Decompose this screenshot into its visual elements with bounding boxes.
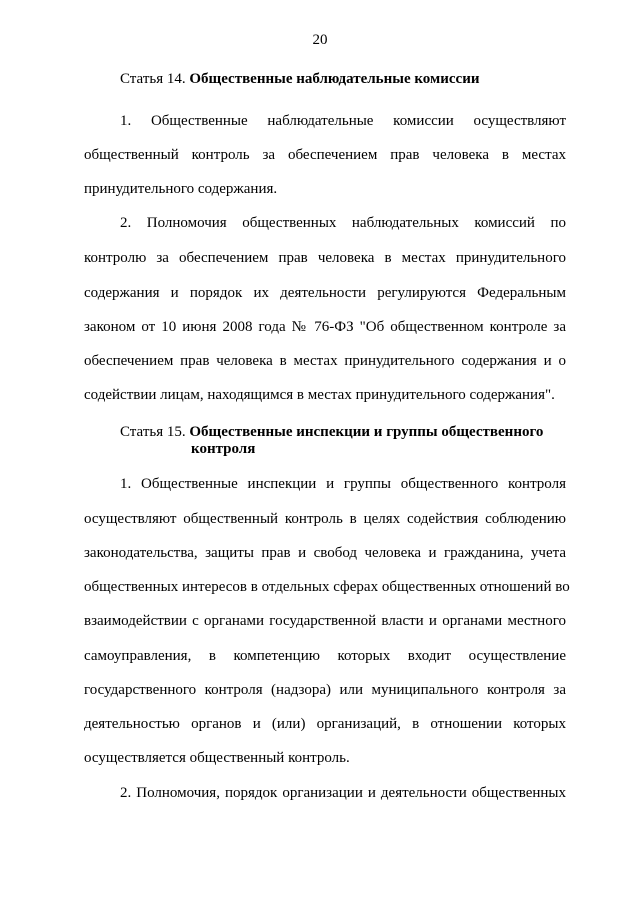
article-14-prefix: Статья 14.: [120, 71, 186, 87]
article-14-line-9: содействии лицам, находящимся в местах принудительного содержания".: [84, 387, 555, 403]
page-number: 20: [312, 32, 328, 48]
article-15-line-5: взаимодействии с органами государственной власти и органами местного: [84, 613, 566, 629]
article-14-line-6: содержания и порядок их деятельности регулируются Федеральным: [84, 285, 566, 301]
article-15-prefix: Статья 15.: [120, 424, 186, 440]
article-15-line-7: государственного контроля (надзора) или муниципального контроля за: [84, 682, 566, 698]
article-15-line-3: законодательства, защиты прав и свобод человека и гражданина, учета: [84, 545, 566, 561]
article-15-line-2: осуществляют общественный контроль в целях содействия соблюдению: [84, 511, 566, 527]
article-14-line-7: законом от 10 июня 2008 года № 76-ФЗ "Об общественном контроле за: [84, 319, 566, 335]
article-15-title-line-1: Общественные инспекции и группы общественного: [189, 424, 544, 440]
article-14-heading: [120, 70, 479, 88]
article-14-line-3: принудительного содержания.: [84, 181, 278, 197]
article-15-line-9: осуществляется общественный контроль.: [84, 750, 350, 766]
article-14-line-2: общественный контроль за обеспечением прав человека в местах: [84, 147, 566, 163]
article-14-line-4: 2. Полномочия общественных наблюдательных комиссий по: [120, 215, 566, 231]
article-15-line-1: 1. Общественные инспекции и группы общественного контроля: [120, 476, 566, 492]
article-15-line-4: общественных интересов в отдельных сферах общественных отношений во: [84, 579, 570, 595]
article-15-heading: [120, 423, 543, 441]
article-15-title-line-2: контроля: [191, 441, 256, 457]
article-14-title: Общественные наблюдательные комиссии: [189, 71, 480, 87]
article-14-line-1: 1. Общественные наблюдательные комиссии осуществляют: [120, 113, 566, 129]
article-14-line-8: обеспечением прав человека в местах принудительного содержания и о: [84, 353, 566, 369]
article-15-line-10: 2. Полномочия, порядок организации и деятельности общественных: [120, 785, 566, 801]
article-15-line-8: деятельностью органов и (или) организаций, в отношении которых: [84, 716, 566, 732]
article-14-line-5: контролю за обеспечением прав человека в местах принудительного: [84, 250, 566, 266]
article-15-line-6: самоуправления, в компетенцию которых входит осуществление: [84, 648, 566, 664]
